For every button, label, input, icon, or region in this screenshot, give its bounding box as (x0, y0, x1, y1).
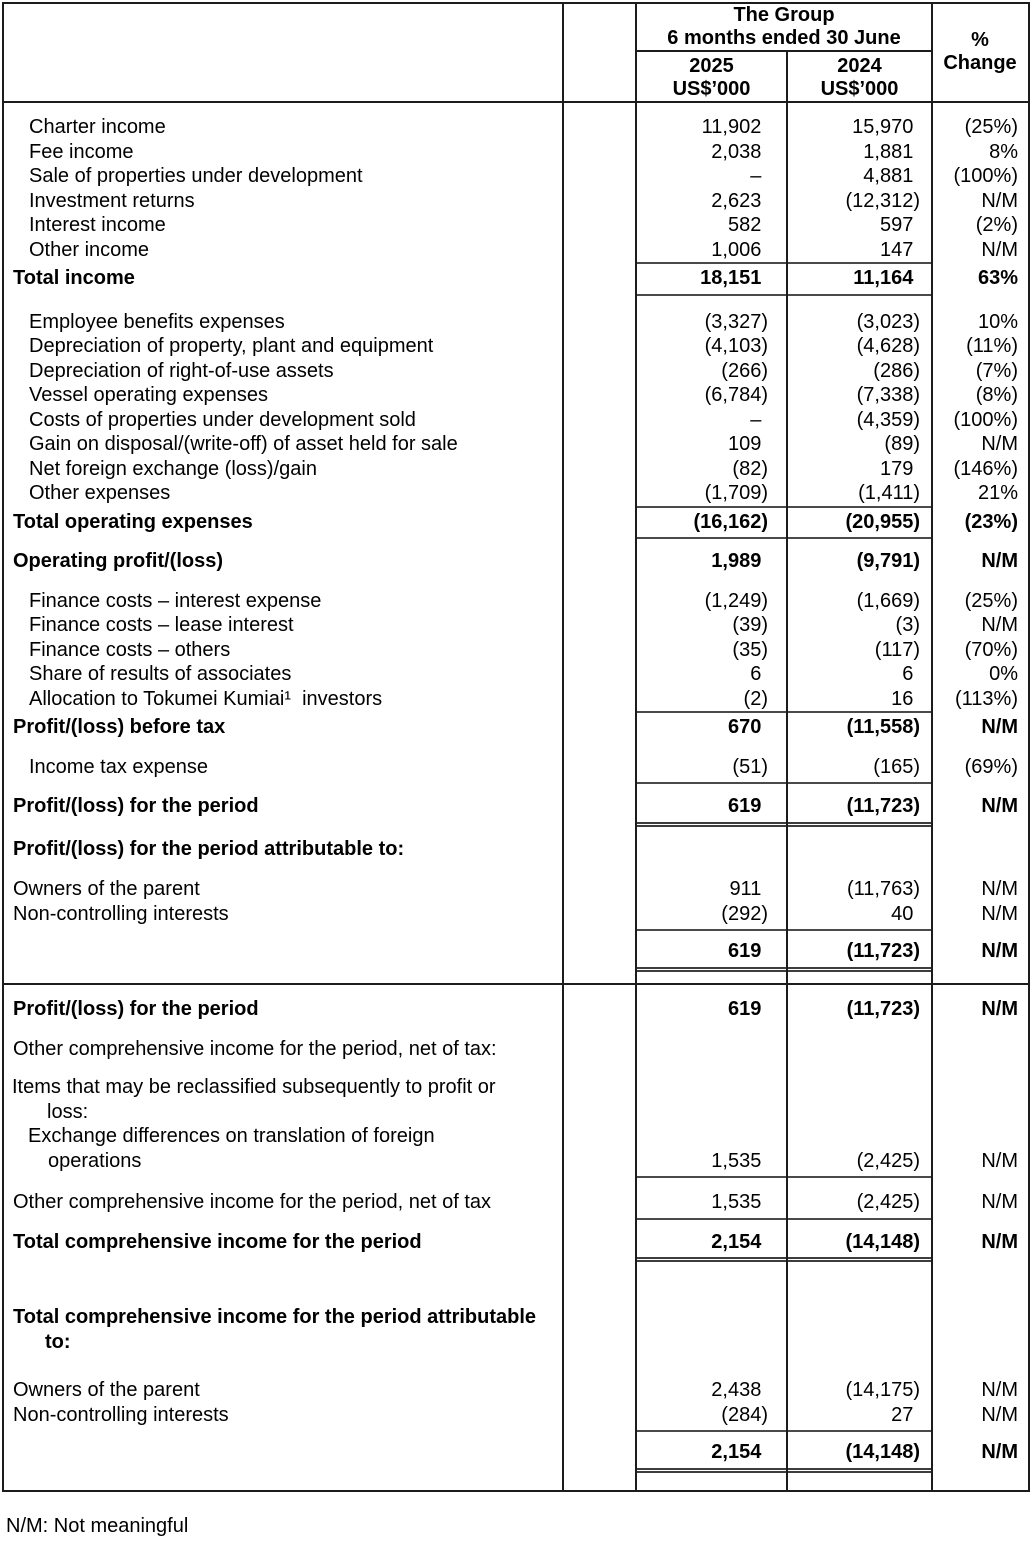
row-label: Profit/(loss) before tax (13, 716, 226, 738)
value-2025: 619 (727, 998, 762, 1020)
row-label: Non-controlling interests (13, 1403, 229, 1426)
row-label: Allocation to Tokumei Kumiai¹ investors (29, 687, 383, 710)
year-column-headers (636, 52, 932, 101)
row-label (4, 1305, 563, 1354)
pct-change: (2%) (975, 214, 1018, 236)
table-row (4, 408, 1028, 433)
table-row (4, 213, 1028, 238)
value-2025: (1,249) (704, 589, 768, 612)
pct-change: N/M (981, 716, 1018, 738)
row-label-line: Total comprehensive income for the period attributable (13, 1306, 537, 1328)
spacer-cell (563, 736, 636, 740)
pct-change: N/M (981, 433, 1018, 455)
value-2024: 4,881 (863, 165, 914, 187)
value-2024: (11,723) (787, 794, 932, 827)
pct-change: N/M (981, 1149, 1018, 1172)
row-label: Owners of the parent (13, 1379, 200, 1401)
value-2025: 670 (636, 711, 787, 740)
pct-change: (113%) (955, 687, 1018, 710)
header-label-cell (4, 4, 563, 101)
value-2024: (20,955) (787, 506, 932, 540)
row-label-line: Items that may be reclassified subsequently to profit or (12, 1076, 496, 1098)
vertical-gridline (562, 4, 564, 1490)
row-label (4, 1465, 563, 1473)
header-group-cell (636, 4, 932, 101)
spacer-cell (563, 287, 636, 296)
column-header-2025: 2025 US$’000 (672, 55, 751, 100)
row-label: Other income (29, 238, 150, 261)
row-label: Charter income (29, 116, 166, 138)
table-row (4, 589, 1028, 614)
row-label: Interest income (29, 214, 166, 236)
table-row (4, 662, 1028, 687)
table-row (4, 1230, 1028, 1263)
pct-change: N/M (981, 1191, 1018, 1213)
value-2024: (117) (874, 638, 920, 661)
pct-change: (23%) (964, 510, 1018, 533)
pct-change: (7%) (975, 359, 1018, 382)
value-2025: 582 (727, 214, 762, 236)
value-2024: 597 (879, 214, 914, 236)
spacer-cell (563, 964, 636, 972)
row-label: Profit/(loss) for the period attributable to: (13, 837, 405, 860)
value-2025: (266) (721, 359, 768, 382)
table-row (4, 334, 1028, 359)
value-2025: 1,535 (636, 1190, 787, 1220)
table-row (4, 164, 1028, 189)
row-label: Costs of properties under development sold (29, 408, 416, 431)
value-2024: (1,411) (858, 482, 920, 504)
table-row (4, 1124, 1028, 1178)
row-label: Finance costs – interest expense (29, 589, 322, 612)
row-label: Investment returns (29, 189, 195, 212)
row-label: Other comprehensive income for the period, net of tax (13, 1191, 492, 1213)
value-2025: 2,623 (711, 189, 762, 212)
spacer-cell (563, 779, 636, 784)
row-label: Income tax expense (29, 755, 208, 778)
column-header-pct-change: % Change (943, 29, 1017, 74)
pct-change: N/M (981, 189, 1018, 212)
value-2024: 1,881 (863, 140, 914, 163)
pct-change: (146%) (953, 457, 1018, 480)
pct-change: N/M (981, 1379, 1018, 1401)
table-row (4, 1403, 1028, 1433)
pct-change: N/M (981, 1230, 1018, 1253)
value-2025: 6 (750, 663, 762, 685)
row-label: Profit/(loss) for the period (13, 998, 259, 1020)
period-title: 6 months ended 30 June (667, 27, 901, 49)
value-2024: (14,148) (787, 1440, 932, 1473)
row-label: Finance costs – others (29, 638, 231, 661)
table-row (4, 262, 1028, 296)
row-label: Total comprehensive income for the period (13, 1230, 422, 1253)
spacer-cell (563, 819, 636, 827)
row-label (4, 964, 563, 972)
table-row (4, 794, 1028, 827)
row-label: Share of results of associates (29, 663, 292, 685)
value-2024: (1,669) (856, 589, 920, 612)
spacer-cell (563, 926, 636, 931)
value-2024: (3) (895, 614, 920, 636)
pct-change: N/M (981, 998, 1018, 1020)
value-2024: 147 (879, 238, 914, 261)
row-label-line: loss: (47, 1100, 89, 1123)
pct-change: 10% (977, 310, 1018, 333)
value-2024: (4,628) (856, 335, 920, 357)
value-2024: (11,763) (846, 878, 920, 900)
table-row (4, 238, 1028, 263)
table-row (4, 638, 1028, 663)
vertical-gridline (786, 52, 788, 1490)
row-label: Operating profit/(loss) (13, 550, 223, 572)
value-2025: (82) (732, 457, 768, 480)
value-2024: (11,723) (846, 998, 920, 1020)
table-row (4, 939, 1028, 972)
value-2025: (51) (636, 755, 787, 785)
row-label: Net foreign exchange (loss)/gain (29, 457, 317, 480)
group-period-header (636, 4, 932, 52)
value-2025: – (750, 165, 762, 187)
pct-change: (11%) (966, 335, 1018, 357)
table-row (4, 755, 1028, 785)
value-2025: (39) (732, 614, 768, 636)
pct-change: 21% (977, 482, 1018, 504)
table-row (4, 115, 1028, 140)
table-row (4, 1440, 1028, 1473)
value-2024: 15,970 (852, 116, 914, 138)
pct-change: 0% (989, 663, 1018, 685)
pct-change: (70%) (964, 638, 1018, 661)
value-2025: 1,006 (711, 238, 762, 261)
pct-change: (25%) (964, 589, 1018, 612)
income-statement-table (2, 2, 1030, 1492)
table-row (4, 902, 1028, 932)
pct-change: N/M (981, 940, 1018, 962)
table-row (4, 997, 1028, 1022)
table-row (4, 432, 1028, 457)
spacer-cell (563, 1465, 636, 1473)
value-2025: 619 (636, 939, 787, 972)
income-statement-section (4, 103, 1028, 983)
row-label: Vessel operating expenses (29, 384, 269, 406)
pct-change: (69%) (964, 755, 1018, 778)
row-label: Non-controlling interests (13, 902, 229, 925)
row-label: Other comprehensive income for the period, net of tax: (13, 1037, 497, 1060)
row-label-line: Exchange differences on translation of foreign (28, 1125, 435, 1147)
value-2025: (6,784) (704, 384, 768, 406)
value-2025: 2,154 (636, 1230, 787, 1263)
pct-change: N/M (981, 878, 1018, 900)
table-row (4, 140, 1028, 165)
pct-change: (25%) (964, 116, 1018, 138)
value-2025: (16,162) (636, 506, 787, 540)
value-2024: (3,023) (856, 310, 920, 333)
pct-change: (8%) (975, 384, 1018, 406)
value-2025: 911 (729, 878, 762, 900)
value-2024: (286) (873, 359, 920, 382)
pct-change: 8% (989, 140, 1018, 163)
vertical-gridline (931, 4, 933, 1490)
pct-change: 63% (977, 267, 1018, 289)
value-2024: 27 (787, 1403, 932, 1433)
value-2025: (3,327) (704, 310, 768, 333)
row-label: Depreciation of property, plant and equipment (29, 335, 434, 357)
value-2024: (14,175) (845, 1379, 920, 1401)
value-2024: (89) (884, 433, 920, 455)
row-label: Depreciation of right-of-use assets (29, 359, 334, 382)
value-2024: 40 (787, 902, 932, 932)
value-2025: 2,438 (711, 1379, 762, 1401)
value-2025: 2,154 (636, 1440, 787, 1473)
table-row (4, 837, 1028, 862)
value-2024: (9,791) (856, 550, 920, 572)
row-label-line: operations (48, 1149, 142, 1172)
value-2024: (4,359) (856, 408, 920, 431)
value-2025: (2) (743, 687, 768, 710)
value-2024: (2,425) (787, 1149, 932, 1179)
row-label (4, 1075, 563, 1124)
table-row (4, 613, 1028, 638)
row-label (4, 1124, 563, 1178)
comprehensive-income-section (4, 983, 1028, 1490)
table-row (4, 711, 1028, 740)
pct-change: N/M (981, 1441, 1018, 1463)
table-row (4, 1305, 1028, 1354)
table-row (4, 189, 1028, 214)
table-row (4, 877, 1028, 902)
value-2024: (11,558) (787, 711, 932, 740)
value-2024: (12,312) (845, 189, 920, 212)
table-row (4, 549, 1028, 574)
footnote: N/M: Not meaningful (6, 1515, 189, 1537)
row-label: Gain on disposal/(write-off) of asset held for sale (29, 433, 458, 455)
row-label: Sale of properties under development (29, 165, 363, 187)
row-label: Total operating expenses (13, 510, 253, 533)
table-row (4, 506, 1028, 540)
value-2024: 6 (902, 663, 914, 685)
pct-change: N/M (981, 1403, 1018, 1426)
pct-change: N/M (981, 614, 1018, 636)
spacer-cell (563, 530, 636, 539)
value-2024: (165) (787, 755, 932, 785)
spacer-cell (563, 1173, 636, 1178)
value-2025: 109 (727, 433, 762, 455)
value-2025: – (750, 408, 762, 431)
pct-change: (100%) (953, 165, 1018, 187)
value-2024: (14,148) (787, 1230, 932, 1263)
value-2024: 179 (879, 457, 914, 480)
row-label: Total income (13, 267, 135, 289)
value-2024: (2,425) (787, 1190, 932, 1220)
value-2025: (35) (732, 638, 768, 661)
value-2024: 16 (891, 687, 914, 710)
table-row (4, 687, 1028, 712)
value-2024: (11,723) (787, 939, 932, 972)
row-label: Owners of the parent (13, 878, 200, 900)
row-label: Finance costs – lease interest (29, 614, 294, 636)
table-row (4, 457, 1028, 482)
table-header (4, 4, 1028, 103)
column-header-2024: 2024 US$’000 (820, 55, 899, 100)
spacer-cell (563, 1254, 636, 1262)
value-2025: 11,902 (701, 116, 762, 138)
value-2025: 18,151 (636, 262, 787, 296)
table-row (4, 359, 1028, 384)
pct-change: N/M (981, 902, 1018, 925)
row-label: Fee income (29, 140, 134, 163)
table-row (4, 1075, 1028, 1124)
spacer-cell (563, 1427, 636, 1432)
row-label: Employee benefits expenses (29, 310, 285, 333)
value-2025: (1,709) (704, 482, 768, 504)
value-2024: 11,164 (787, 262, 932, 296)
table-row (4, 310, 1028, 335)
value-2025: (4,103) (704, 335, 768, 357)
pct-change: N/M (981, 795, 1018, 817)
header-spacer-cell (563, 4, 636, 101)
table-row (4, 1190, 1028, 1220)
value-2025: 619 (636, 794, 787, 827)
row-label-line: to: (45, 1330, 71, 1353)
value-2025: (284) (636, 1403, 787, 1433)
row-label: Other expenses (29, 482, 171, 504)
row-label: Profit/(loss) for the period (13, 795, 259, 817)
pct-change: N/M (981, 238, 1018, 261)
value-2025: 1,535 (636, 1149, 787, 1179)
group-title: The Group (733, 4, 835, 26)
value-2025: (292) (636, 902, 787, 932)
table-row (4, 1037, 1028, 1062)
value-2024: (7,338) (856, 384, 920, 406)
table-row (4, 383, 1028, 408)
vertical-gridline (635, 4, 637, 1490)
spacer-cell (563, 1215, 636, 1220)
table-row (4, 481, 1028, 506)
pct-change: N/M (981, 550, 1018, 572)
pct-change: (100%) (953, 408, 1018, 431)
value-2025: 1,989 (711, 550, 762, 572)
value-2025: 2,038 (711, 140, 762, 163)
table-row (4, 1378, 1028, 1403)
